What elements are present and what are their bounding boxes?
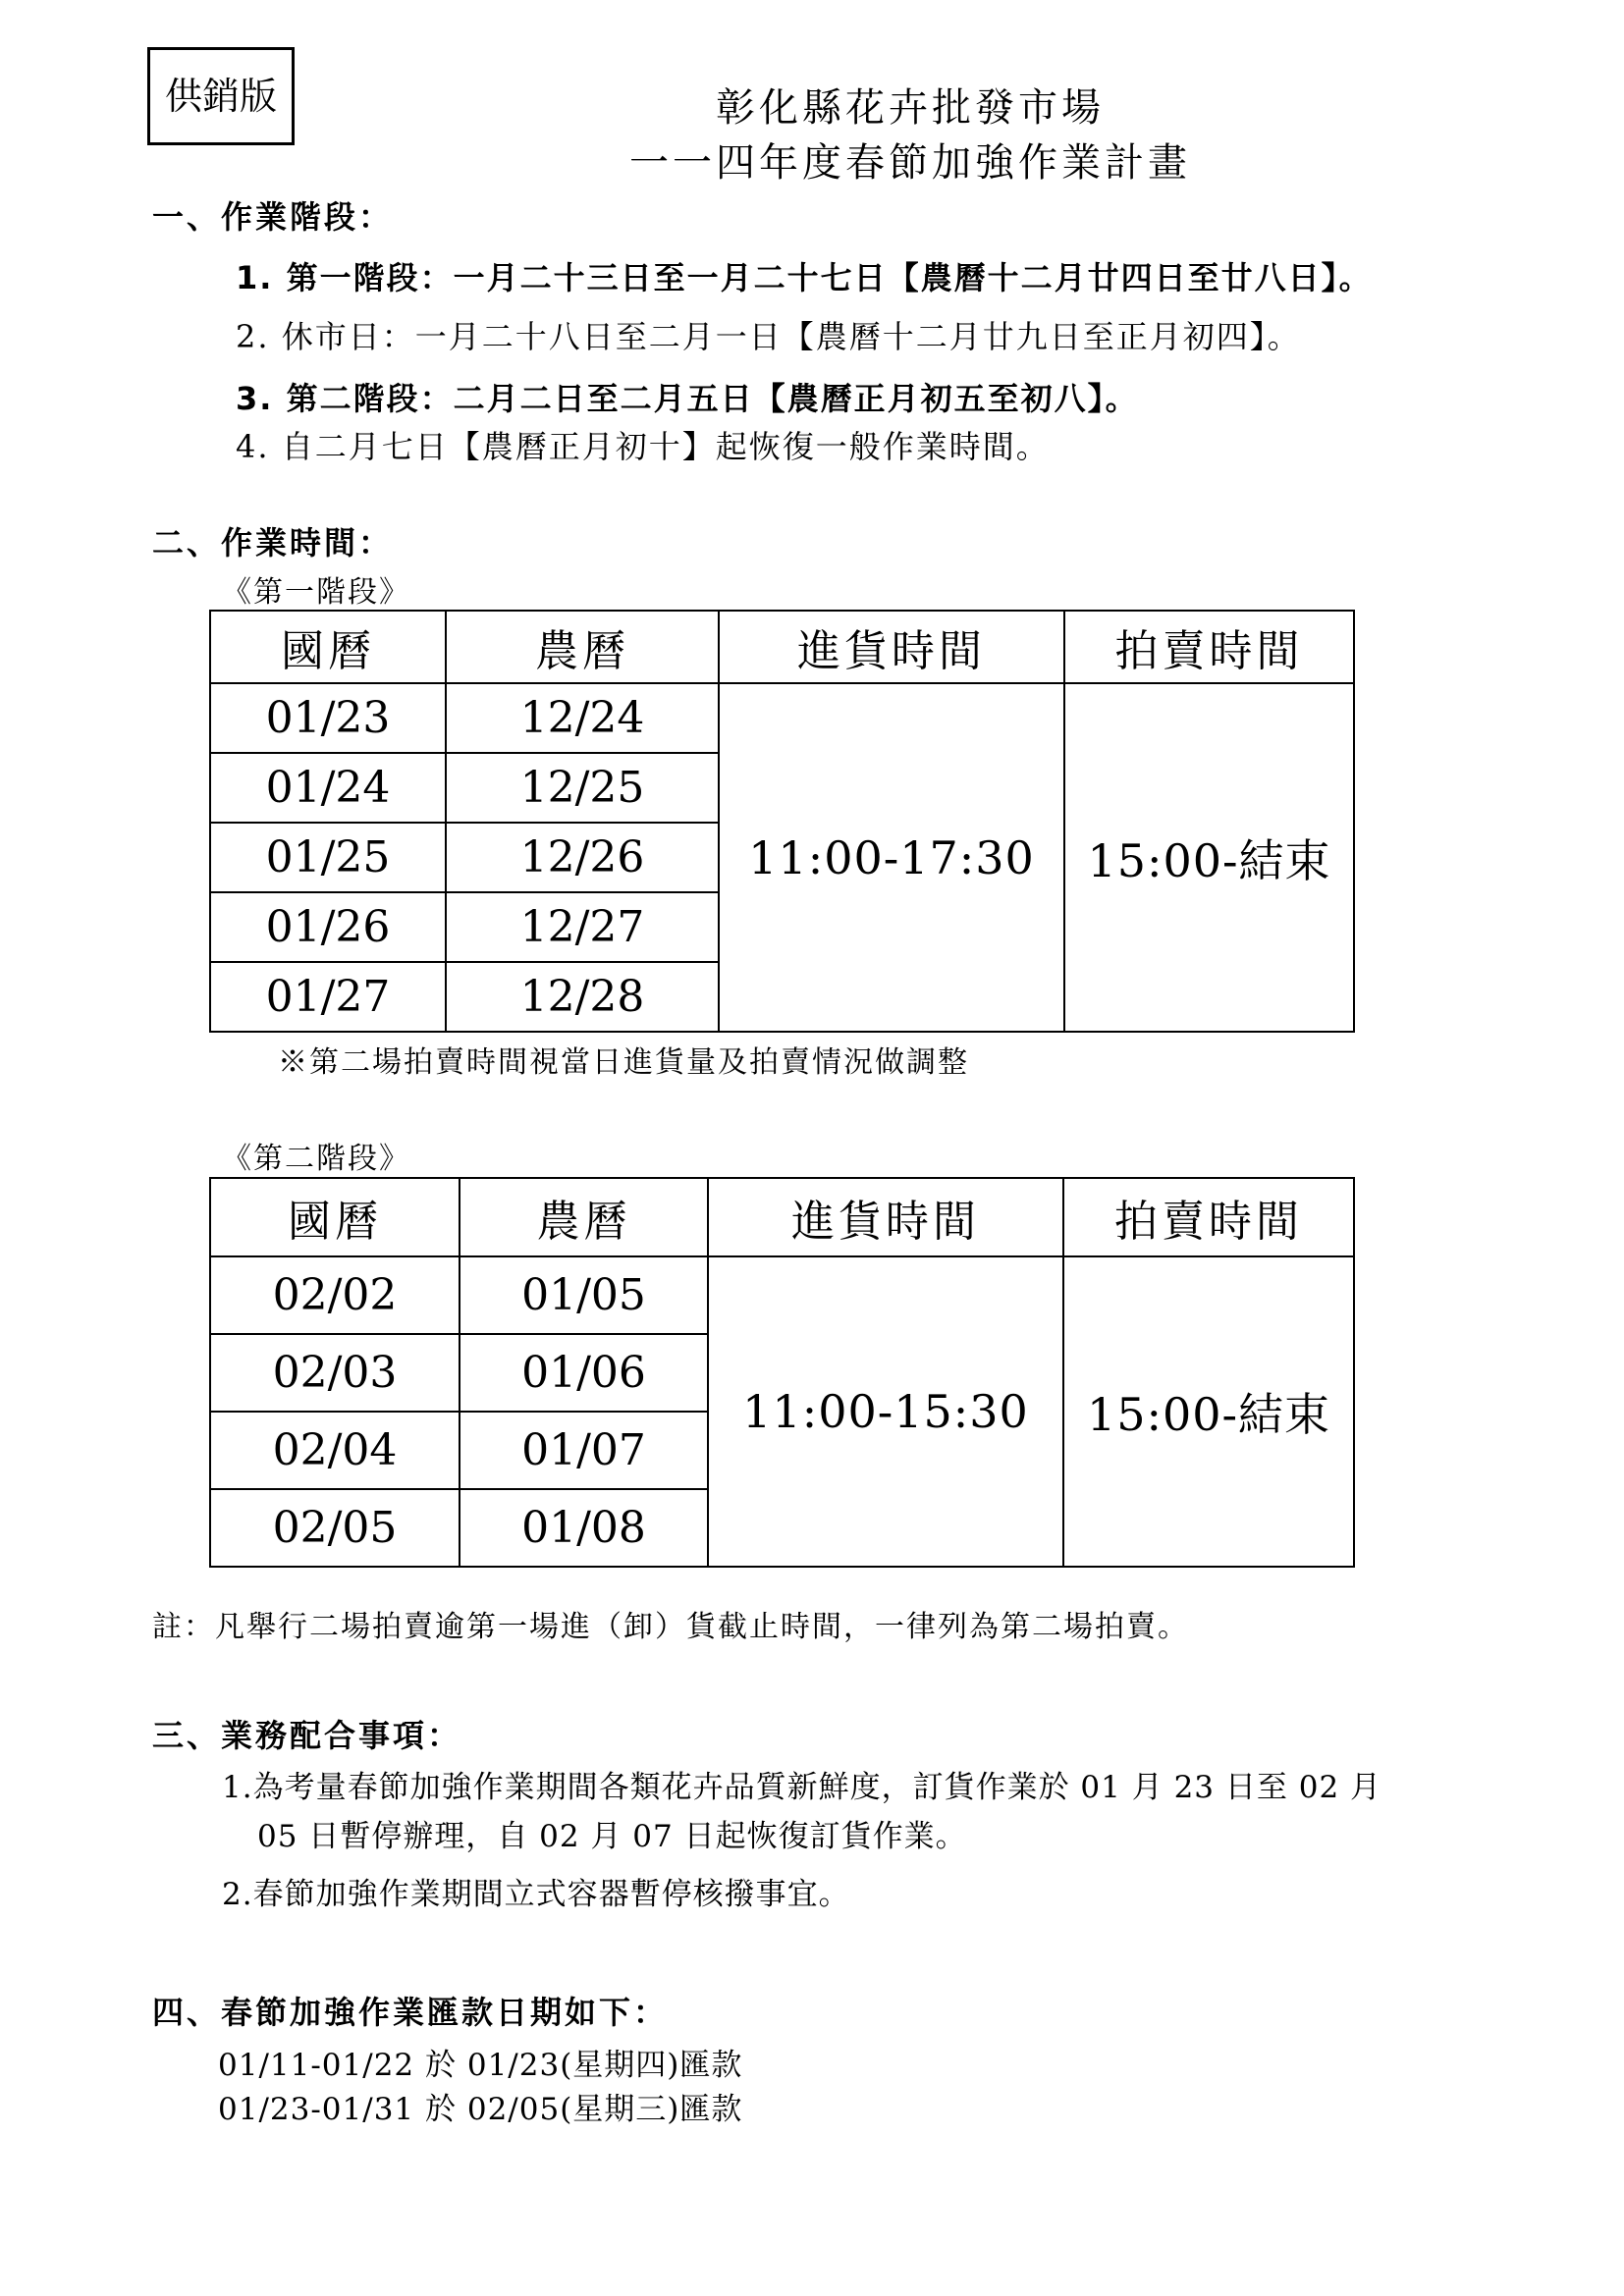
lunar-date: 12/27 [446,892,719,962]
section4-heading: 四、春節加強作業匯款日期如下： [152,1994,669,2031]
gregorian-date: 01/25 [210,823,446,892]
lunar-date: 01/08 [460,1489,708,1567]
lunar-date: 12/25 [446,753,719,823]
lunar-date: 12/28 [446,962,719,1032]
document-subtitle: 一一四年度春節加強作業計畫 [629,140,1191,186]
gregorian-date: 02/03 [210,1334,460,1412]
gregorian-date: 02/05 [210,1489,460,1567]
auction-time: 15:00-結束 [1063,1256,1354,1567]
stage-item-2: 2. 休市日：一月二十八日至二月一日【農曆十二月廿九日至正月初四】。 [236,318,1301,355]
section3-heading: 三、業務配合事項： [152,1717,462,1754]
gregorian-date: 02/02 [210,1256,460,1334]
gregorian-date: 01/27 [210,962,446,1032]
stage-item-3: 3. 第二階段：二月二日至二月五日【農曆正月初五至初八】。 [236,380,1139,417]
remittance-line-2: 01/23-01/31 於 02/05(星期三)匯款 [218,2092,743,2127]
stage2-schedule-table [209,1177,1355,1568]
cooperation-item-1-line2: 05 日暫停辦理，自 02 月 07 日起恢復訂貨作業。 [257,1819,967,1854]
header-gregorian: 國曆 [210,611,446,683]
remittance-line-1: 01/11-01/22 於 01/23(星期四)匯款 [218,2048,743,2083]
cooperation-item-1-line1: 1.為考量春節加強作業期間各類花卉品質新鮮度，訂貨作業於 01 月 23 日至 02 月 [222,1770,1382,1805]
section1-heading: 一、作業階段： [152,198,394,236]
lunar-date: 12/26 [446,823,719,892]
header-lunar: 農曆 [460,1178,708,1256]
lunar-date: 01/07 [460,1412,708,1489]
stage1-note: ※第二場拍賣時間視當日進貨量及拍賣情況做調整 [278,1045,969,1080]
header-gregorian: 國曆 [210,1178,460,1256]
header-lunar: 農曆 [446,611,719,683]
header-intake-time: 進貨時間 [708,1178,1063,1256]
stage-item-1: 1. 第一階段：一月二十三日至一月二十七日【農曆十二月廿四日至廿八日】。 [236,259,1373,296]
intake-time: 11:00-17:30 [719,683,1064,1032]
edition-badge: 供銷版 [147,47,295,145]
table-row [210,683,1354,753]
table-header-row [210,611,1354,683]
stage-item-4: 4. 自二月七日【農曆正月初十】起恢復一般作業時間。 [236,428,1050,465]
cooperation-item-2: 2.春節加強作業期間立式容器暫停核撥事宜。 [222,1877,850,1912]
header-auction-time: 拍賣時間 [1063,1178,1354,1256]
table-header-row [210,1178,1354,1256]
lunar-date: 01/06 [460,1334,708,1412]
lunar-date: 12/24 [446,683,719,753]
table-row [210,1256,1354,1334]
header-auction-time: 拍賣時間 [1064,611,1354,683]
gregorian-date: 02/04 [210,1412,460,1489]
document-title: 彰化縣花卉批發市場 [716,85,1105,131]
stage1-label: 《第一階段》 [222,575,410,610]
auction-remark: 註：凡舉行二場拍賣逾第一場進（卸）貨截止時間，一律列為第二場拍賣。 [152,1610,1189,1644]
gregorian-date: 01/26 [210,892,446,962]
section2-heading: 二、作業時間： [152,524,394,561]
stage1-schedule-table [209,610,1355,1033]
stage2-label: 《第二階段》 [222,1142,410,1176]
auction-time: 15:00-結束 [1064,683,1354,1032]
gregorian-date: 01/24 [210,753,446,823]
header-intake-time: 進貨時間 [719,611,1064,683]
intake-time: 11:00-15:30 [708,1256,1063,1567]
gregorian-date: 01/23 [210,683,446,753]
lunar-date: 01/05 [460,1256,708,1334]
